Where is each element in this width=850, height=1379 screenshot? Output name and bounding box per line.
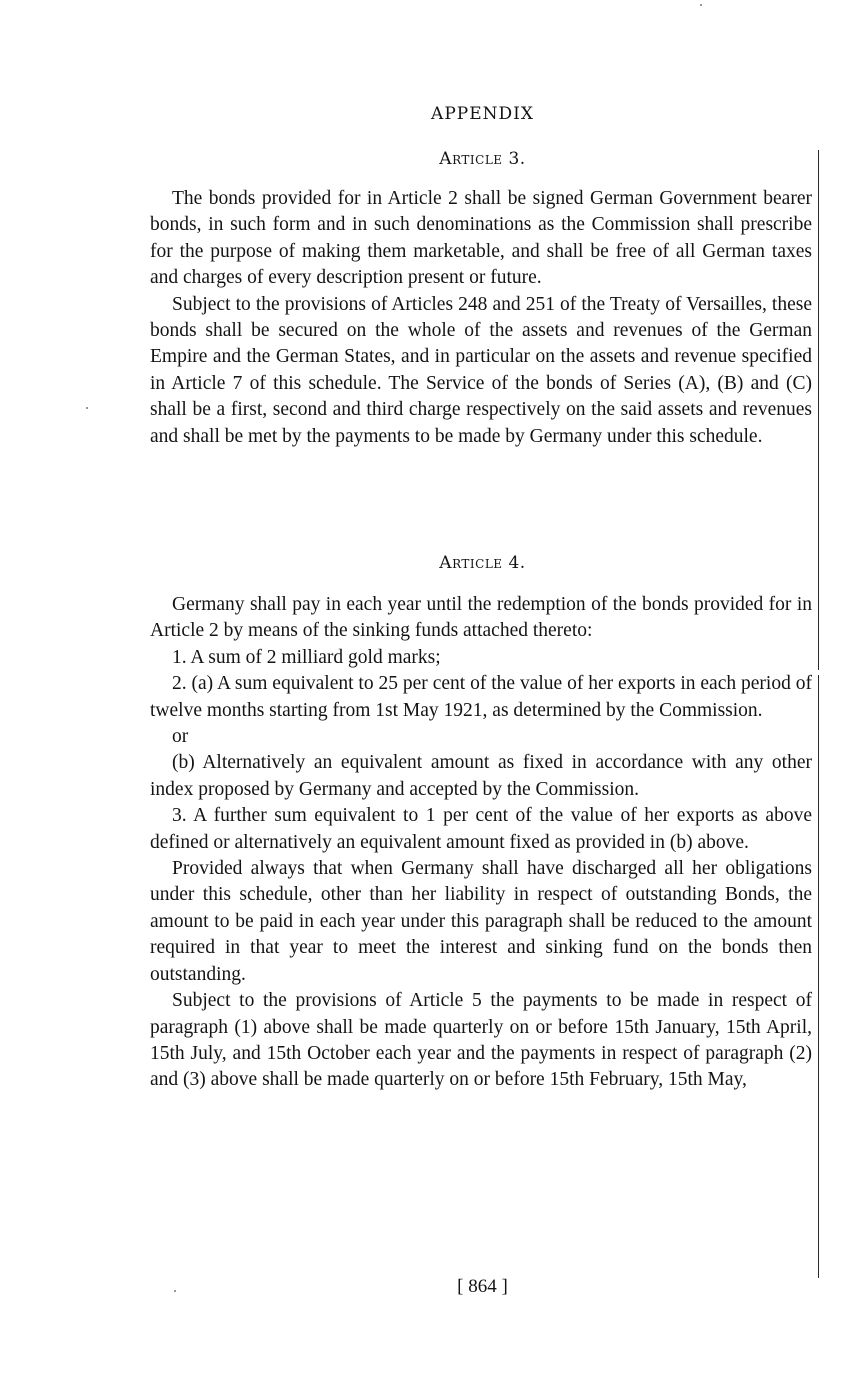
article-4-or: or bbox=[172, 726, 189, 748]
margin-rule-lower bbox=[818, 675, 819, 1278]
running-head: APPENDIX bbox=[431, 104, 534, 124]
scan-speck bbox=[86, 407, 88, 409]
article-4-body bbox=[150, 592, 812, 1094]
margin-rule-upper bbox=[818, 150, 819, 670]
article-3-heading: Article 3. bbox=[439, 149, 526, 169]
article-3-paragraph-2: Subject to the provisions of Articles 248 and 251 of the Treaty of Versailles, these bonds shall be secured on the whole of the assets and revenues of the German Empire and the German States, and in particular on the assets and revenue specified in Article 7 of this schedule. The Service of the bonds of Series (A), (B) and (C) shall be a first, second and third charge respectively on the said assets and revenues and shall be met by the payments to be made by Germany under this schedule. bbox=[150, 293, 812, 447]
article-3-paragraph-1: The bonds provided for in Article 2 shall be signed German Government bearer bonds, in such form and in such denominations as the Commission shall prescribe for the purpose of making them marketable, and shall be free of all German taxes and charges of every description present or future. bbox=[150, 188, 812, 289]
article-4-item-2a: 2. (a) A sum equivalent to 25 per cent of the value of her exports in each period of twelve months starting from 1st May 1921, as determined by the Commission. bbox=[150, 673, 812, 721]
page-number: [ 864 ] bbox=[457, 1276, 508, 1297]
article-4-heading: Article 4. bbox=[439, 553, 526, 573]
article-4-item-2b: (b) Alternatively an equivalent amount as fixed in accordance with any other index proposed by Germany and accepted by the Commission. bbox=[150, 752, 812, 800]
scan-speck bbox=[700, 4, 702, 6]
article-4-item-3: 3. A further sum equivalent to 1 per cent of the value of her exports as above defined or alternatively an equivalent amount fixed as provided in (b) above. bbox=[150, 805, 812, 853]
article-4-item-1: 1. A sum of 2 milliard gold marks; bbox=[172, 646, 441, 668]
article-4-proviso: Provided always that when Germany shall have discharged all her obligations under this schedule, other than her liability in respect of outstanding Bonds, the amount to be paid in each year under this paragraph shall be reduced to the amount required in that year to meet the interest and sinking fund on the bonds then outstanding. bbox=[150, 858, 812, 985]
article-4-paragraph-intro: Germany shall pay in each year until the redemption of the bonds provided for in Article 2 by means of the sinking funds attached thereto: bbox=[150, 594, 812, 642]
article-4-payment-schedule: Subject to the provisions of Article 5 the payments to be made in respect of paragraph (1) above shall be made quarterly on or before 15th January, 15th April, 15th July, and 15th October each year and the payments in respect of paragraph (2) and (3) above shall be made quarterly on or before 15th February, 15th May, bbox=[150, 990, 812, 1091]
article-3-body bbox=[150, 186, 812, 450]
